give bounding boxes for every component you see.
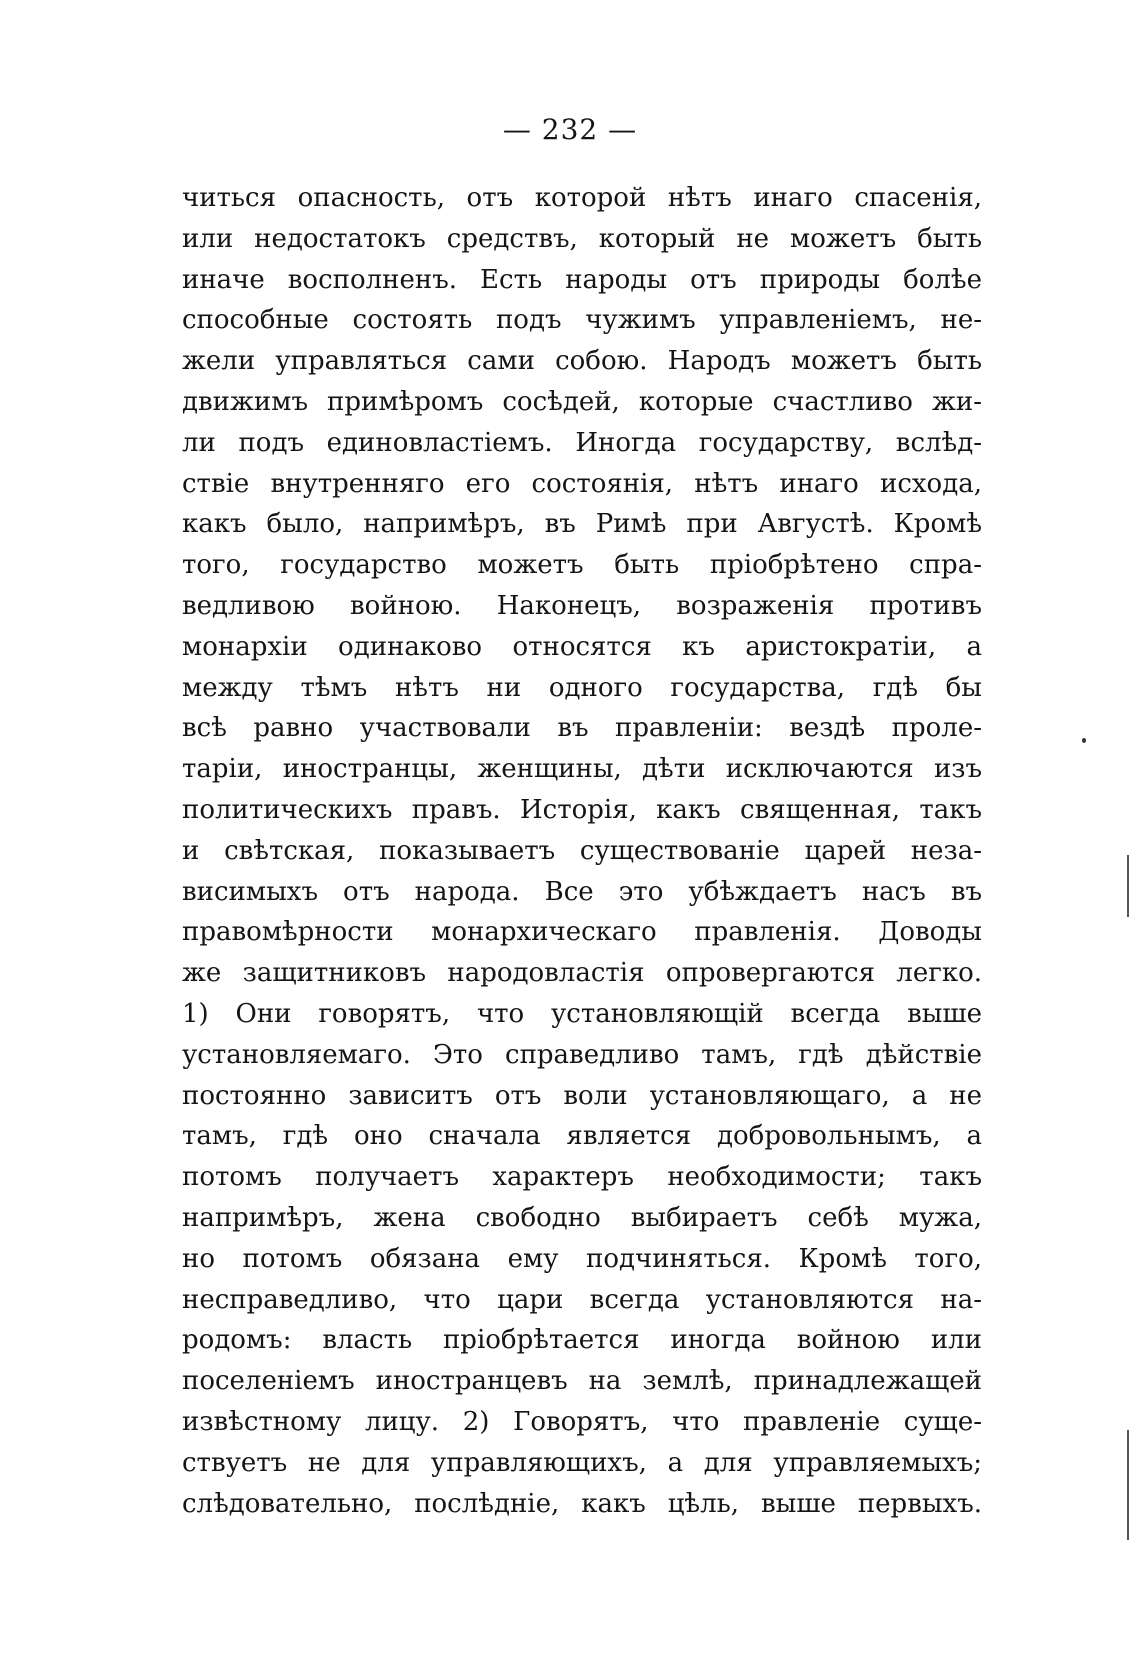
text-line: читься опасность, отъ которой нѣтъ инаго спасенія, [182,183,982,213]
scan-edge-mark [1127,855,1129,917]
text-line: правомѣрности монархическаго правленія. Доводы [182,917,982,948]
text-line: поселеніемъ иностранцевъ на землѣ, принадлежащей [182,1366,982,1397]
text-line: же защитниковъ народовластія опровергаются легко. [182,958,982,989]
text-line: но потомъ обязана ему подчиняться. Кромѣ того, [182,1243,982,1274]
text-line: 1) Они говорятъ, что установляющій всегда выше [182,998,982,1029]
text-line: ствуетъ не для управляющихъ, а для управляемыхъ; [182,1447,982,1478]
text-line: ли подъ единовластіемъ. Иногда государству, вслѣд- [182,427,982,458]
text-line: извѣстному лицу. 2) Говорятъ, что правленіе суще- [182,1406,982,1437]
page-number: — 232 — [502,113,638,146]
text-line: несправедливо, что цари всегда установляются на- [182,1284,982,1315]
scan-edge-mark [1127,1430,1129,1540]
text-line: движимъ примѣромъ сосѣдей, которые счастливо жи- [182,386,982,417]
text-line: политическихъ правъ. Исторія, какъ священная, такъ [182,794,982,825]
text-line: ствіе внутренняго его состоянія, нѣтъ инаго исхода, [182,468,982,499]
text-line: тамъ, гдѣ оно сначала является добровольнымъ, а [182,1121,982,1152]
text-line: и свѣтская, показываетъ существованіе царей неза- [182,835,982,866]
text-line: слѣдовательно, послѣдніе, какъ цѣль, выше первыхъ. [182,1488,982,1519]
text-line: всѣ равно участвовали въ правленіи: вездѣ проле- [182,713,982,744]
text-line: установляемаго. Это справедливо тамъ, гдѣ дѣйствіе [182,1039,982,1070]
text-line: способные состоять подъ чужимъ управленіемъ, не- [182,305,982,336]
text-line: таріи, иностранцы, женщины, дѣти исключаются изъ [182,754,982,785]
text-line: или недостатокъ средствъ, который не можетъ быть [182,223,982,254]
text-line: иначе восполненъ. Есть народы отъ природы болѣе [182,264,982,295]
text-line: жели управляться сами собою. Народъ можетъ быть [182,346,982,377]
text-line: ведливою войною. Наконецъ, возраженія противъ [182,590,982,621]
text-line: висимыхъ отъ народа. Все это убѣждаетъ насъ въ [182,876,982,907]
text-line: потомъ получаетъ характеръ необходимости; такъ [182,1162,982,1193]
text-line: постоянно зависитъ отъ воли установляющаго, а не [182,1080,982,1111]
text-line: какъ было, напримѣръ, въ Римѣ при Августѣ. Кромѣ [182,509,982,540]
text-line: монархіи одинаково относятся къ аристократіи, а [182,631,982,662]
scan-speck [1082,738,1086,743]
text-line: между тѣмъ нѣтъ ни одного государства, гдѣ бы [182,672,982,703]
text-line: того, государство можетъ быть пріобрѣтено спра- [182,550,982,581]
body-text [182,178,982,1524]
text-line: родомъ: власть пріобрѣтается иногда войною или [182,1325,982,1356]
text-line: напримѣръ, жена свободно выбираетъ себѣ мужа, [182,1202,982,1233]
